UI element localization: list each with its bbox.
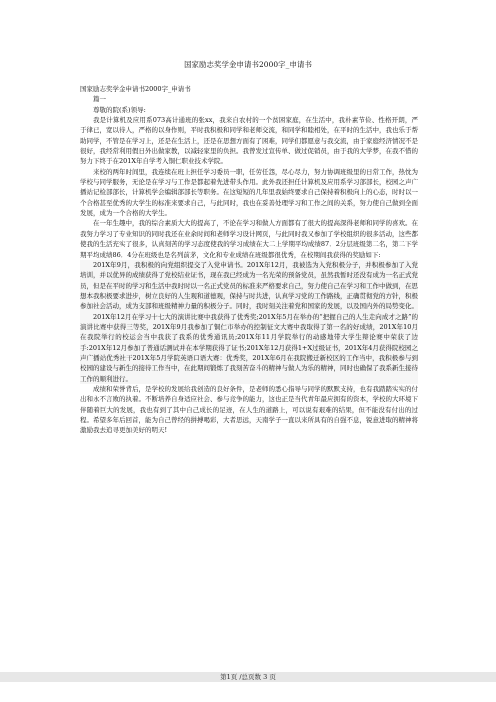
body-paragraph-6: 成绩和荣誉背后，是学校的发展给我创造的良好条件，是老师的悉心指导与同学的默默支持，也有我踏踏实实的付出和永不言败的执着。不断培养自身适应社会、参与竞争的能力，这也正是当代青年最应拥有的资本，学校的大环境下伴随着巨大的发展，我也有到了其中自己成长的足迹，在人生的道路上，可以说有艰难的结果，但不能没有付出的过程。希望多年后回首，能为自己曾经的拼搏喝彩，大者思远，天南学子一直以来所具有的自强不息，锐意进取的精神将激励我去追寻更加美好的明天! — [80, 384, 418, 435]
body-paragraph-2: 来校的两年时间里，我连续在班上担任学习委员一职，任劳任怨，尽心尽力，努力协调班级里的日常工作，热忱为学校与同学服务，无论是在学习与工作是都起着先进带头作用。此外我还担任计算机及应用系学习部部长，校园之声广播站记检部部长，计算机学会编辑部部长等职务。在这短短的几年里我始终要求自己保持着积极向上的心态，时时以一个合格甚至优秀的大学生的标准来要求自己，与此同时，我也在妥善处理学习和工作之间的关系，努力使自己做到全面发展，成为一个合格的大学生。 — [80, 167, 418, 218]
document-body — [80, 84, 418, 436]
body-paragraph-5: 201X年12月在学习十七大的演讲比赛中我获得了优秀奖;201X年5月在举办的“把握自己的人生走向成才之路”的演讲比赛中获得三等奖，201X年9月我参加了铜仁市举办的控制征文大赛中我取得了第一名的好成绩，201X年10月在我院举行的校运会当中我获了我系的优秀通讯员;201X年11月学院举行的动感地带大学生辩论赛中荣获了边手:201X年12月参加了普通话测试并在本学期获得了证书;201X年12月获得1+X过级证书，201X年4月获得院校园之声广播站优秀社干201X年5月学院英语口语大赛：优秀奖，201X年6月在我院搬迁新校区的工作当中，我积极参与到校园的建设与新生的接待工作当中，在此期间锻炼了我刻苦奋斗的精神与做人为乐的精神，同时也确保了我系新生接待工作的顺利进行。 — [80, 312, 418, 383]
document-heading: 国家励志奖学金申请书2000字_申请书 — [80, 85, 191, 93]
body-paragraph-1: 我是计算机及应用系073高计通班的张xx，我来自农村的一个贫困家庭，在生活中，我朴素节俭、性格开朗，严于律已，宽以待人，严格的以身作则，平时我积极和同学和老师交流，和同学和睦相处，在平时的生活中，我也乐于帮助同学，不管是在学习上，还是在生活上，还是在思想方面有了困难，同学们都愿意与我交流，由于家庭经济情况不是很好，我经常利用假日外出做家教，以减轻家里的负担。我曾发过宣传单、做过促销员，由于我的大学梦，在我不惜的努力下终于在201X年自学考入铜仁职业技术学院。 — [80, 116, 418, 166]
body-paragraph-3: 在一年生趣中，我的综合素质大大的提高了，不论在学习和做人方面都有了很大的提高深得老师和同学的喜欢。在我努力学习了专业知识的同时我还在业余时间和老师学习设计网页，与此同时我又参加了学校组织的很多活动，这些都使我的生活充实了很多，认真刻苦的学习态度使我的学习成绩在大二上学期平均成绩87．2分层班级第二名，第二下学期平均成绩86．4分在班级也是名列前茅，文化和专业成绩在班级都很优秀，在校期间我获得的奖励如下: — [80, 219, 418, 259]
body-paragraph-4: 201X年9月，我积极的向党组织提交了入党申请书。201X年12月，我被选为入党积极分子，并积极参加了入党培训，并以优异的成绩获得了党校结业证书，现在我已经成为一名光荣的预备党员，虽然我暂时还没有成为一名正式党员，但是在平时的学习和生活中我时时以一名正式党员的标准来严格要求自己，努力使自己在学习和工作中做到，在思想本我积极要求进步，树立良好的人生观和道德观，保持与时共进，认真学习党的工作路线，正确贯彻党的方针，积极参加社会活动，成为支部和班级精神力量的积极分子。同时，我时刻关注着党和国家的发展，以及国内外的局势变化。 — [80, 260, 418, 311]
document-title: 国家励志奖学金申请书2000字_申请书 — [184, 60, 312, 69]
page-counter: 第1页 /总页数 3 页 — [220, 673, 276, 681]
section-label: 篇一 — [93, 95, 106, 104]
salutation: 尊敬的院(系)领导: — [93, 105, 146, 114]
